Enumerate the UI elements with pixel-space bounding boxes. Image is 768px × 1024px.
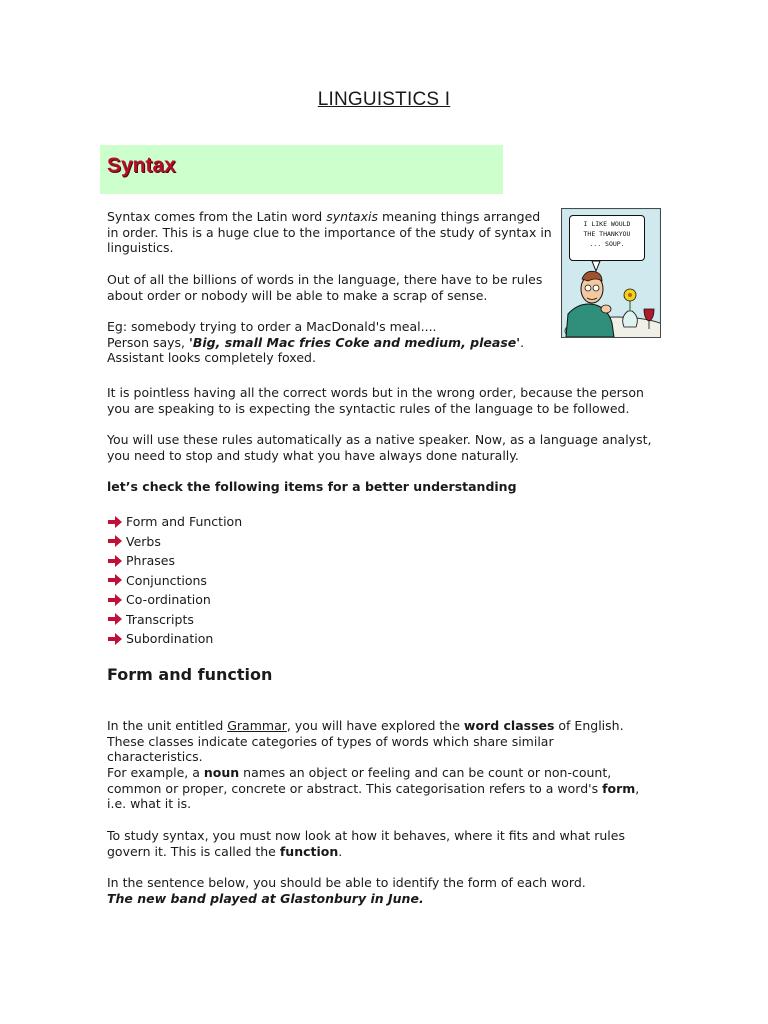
list-item-label: Co-ordination	[126, 592, 211, 607]
list-item-label: Phrases	[126, 553, 175, 568]
example-line-2	[107, 335, 557, 351]
example-line-1: Eg: somebody trying to order a MacDonald's meal....	[107, 319, 437, 334]
text: Person says,	[107, 334, 190, 350]
intro-paragraph-5: You will use these rules automatically as a native speaker. Now, as a language analyst, you need to stop and study what you have always done naturally.	[107, 432, 652, 463]
term-form: form	[602, 780, 636, 796]
intro-paragraph-1	[107, 209, 552, 256]
section-heading: Form and function	[107, 665, 273, 684]
right-arrow-icon	[107, 555, 123, 567]
text: For example, a	[107, 765, 204, 780]
term-function: function	[279, 843, 339, 859]
term-word-classes: word classes	[463, 718, 555, 733]
list-item[interactable]	[107, 590, 242, 610]
text: To study syntax, you must now look at how it behaves, where it fits and what rules govern it. This is called the	[107, 828, 625, 859]
right-arrow-icon	[107, 613, 123, 625]
form-paragraph-4	[107, 875, 667, 906]
intro-paragraph-3	[107, 319, 557, 366]
example-sentence: The new band played at Glastonbury in June.	[107, 890, 424, 906]
term-noun: noun	[203, 765, 240, 780]
right-arrow-icon	[107, 516, 123, 528]
list-item[interactable]	[107, 512, 242, 532]
example-order: 'Big, small Mac fries Coke and medium, please'	[189, 334, 521, 350]
banner-title: Syntax	[107, 154, 176, 177]
right-arrow-icon	[107, 594, 123, 606]
grammar-link[interactable]: Grammar	[227, 718, 287, 733]
form-paragraph-3	[107, 828, 647, 859]
text: of English. These classes indicate categories of types of words which share similar characteristics.	[107, 718, 624, 764]
intro-paragraph-2: Out of all the billions of words in the language, there have to be rules about order or nobody will be able to make a scrap of sense.	[107, 272, 543, 303]
list-item[interactable]	[107, 551, 242, 571]
form-paragraph-2	[107, 765, 652, 812]
right-arrow-icon	[107, 633, 123, 645]
right-arrow-icon	[107, 574, 123, 586]
text: Syntax comes from the Latin word	[107, 209, 327, 224]
text: , you will have explored the	[286, 718, 464, 733]
check-heading: let’s check the following items for a better understanding	[107, 479, 517, 494]
right-arrow-icon	[107, 535, 123, 547]
example-line-3: Assistant looks completely foxed.	[107, 350, 316, 365]
instruction-text: In the sentence below, you should be able to identify the form of each word.	[107, 875, 586, 890]
list-item-label: Transcripts	[126, 611, 194, 627]
bubble-text: I LIKE WOULD	[583, 220, 631, 228]
cartoon-illustration	[562, 209, 660, 337]
text: names an object or feeling and can be count or non-count, common or proper, concrete or abstract. This categorisation refers to a word's	[107, 765, 612, 796]
text: .	[338, 843, 343, 859]
intro-paragraph-4: It is pointless having all the correct words but in the wrong order, because the person you are speaking to is expecting the syntactic rules of the language to be followed.	[107, 385, 644, 416]
text: , i.e. what it is.	[107, 780, 640, 811]
list-item-label: Conjunctions	[126, 572, 207, 588]
section-banner	[100, 145, 503, 194]
page-title: LINGUISTICS I	[317, 89, 451, 110]
list-item-label: Form and Function	[126, 514, 243, 529]
text: In the unit entitled	[107, 718, 228, 733]
list-item-label: Subordination	[126, 631, 214, 646]
list-item[interactable]	[107, 629, 242, 649]
bubble-text: ... SOUP.	[589, 240, 625, 248]
cartoon-image	[561, 208, 661, 338]
list-item[interactable]	[107, 610, 242, 630]
text: meaning things arranged in order. This is a huge clue to the importance of the study of syntax in linguistics.	[107, 209, 552, 255]
text: .	[520, 334, 525, 350]
list-item-label: Verbs	[126, 533, 161, 549]
latin-term: syntaxis	[326, 209, 378, 224]
list-item[interactable]	[107, 571, 242, 591]
list-item[interactable]	[107, 532, 242, 552]
form-paragraph-1	[107, 718, 647, 765]
topic-list	[107, 512, 242, 649]
bubble-text: THE THANKYOU	[583, 230, 631, 238]
